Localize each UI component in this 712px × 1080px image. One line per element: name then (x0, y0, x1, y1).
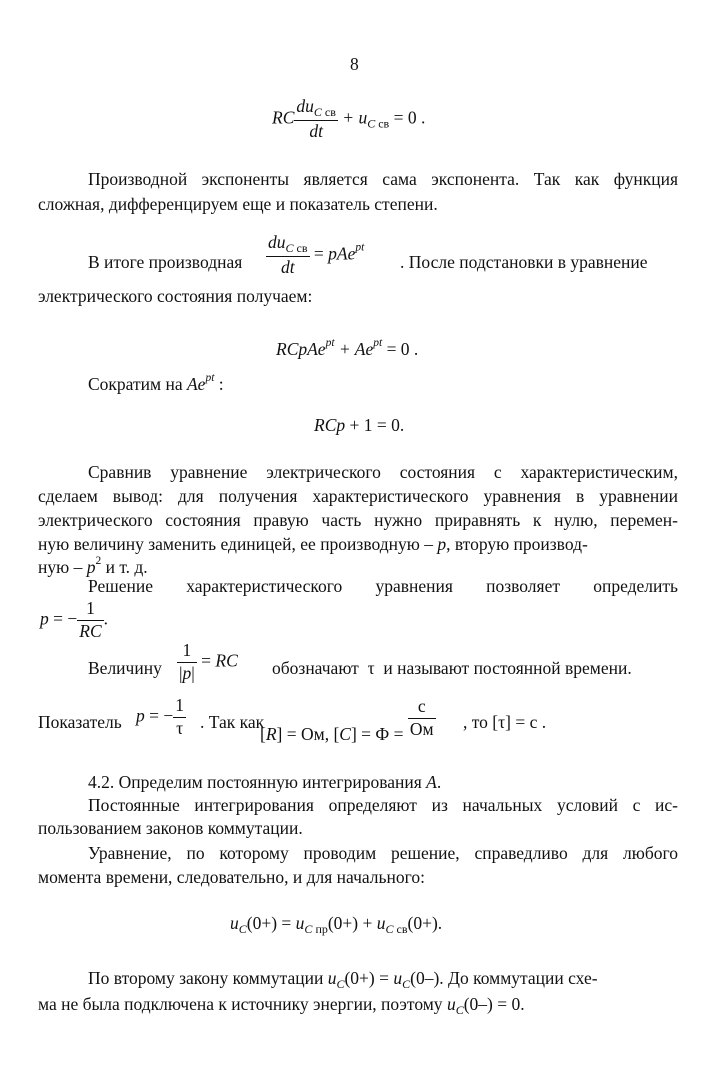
paragraph-line: . Так как (200, 712, 265, 732)
paragraph-line: Величину (88, 658, 162, 678)
paragraph-line: сделаем вывод: для получения характеристического уравнения в уравнении (38, 486, 678, 506)
equation-derivative: $\frac{du_{C св}}{dt}$ = pAe$^{pt}$ (268, 232, 365, 277)
paragraph-text: , вторую производ- (446, 534, 588, 554)
paragraph-line: ма не была подключена к источнику энергии, поэтому $u_C(0-) = 0$. (38, 994, 525, 1017)
paragraph-line: Показатель (38, 712, 122, 732)
paragraph-line: Сократим на $Ae^{pt}$ : (88, 372, 224, 394)
paragraph-line: В итоге производная (88, 252, 243, 272)
paragraph-line: Решение характеристического уравнения позволяет определить (88, 576, 678, 596)
paragraph-text: По второму закону коммутации (88, 968, 324, 988)
equation-exponent: p = − $\frac{1}{\tau}$ (136, 695, 184, 738)
paragraph-text: Сократим на (88, 374, 183, 394)
equation-time-constant: $\frac{1}{|p|}$ = RC (179, 640, 238, 683)
paragraph-line: По второму закону коммутации $u_C(0+) = u_C(0-)$. До коммутации схе- (88, 968, 598, 991)
paragraph-line: Постоянные интегрирования определяют из начальных условий с ис- (88, 795, 678, 815)
paragraph-line: сложная, дифференцируем еще и показатель степени. (38, 194, 438, 214)
equation-units: [R] = Ом, [C] = Ф = $\frac{с}{Ом}$ (260, 696, 434, 745)
paragraph-text: ную – (38, 557, 83, 577)
paragraph-line: . После подстановки в уравнение (400, 252, 648, 272)
paragraph-line: Уравнение, по которому проводим решение, справедливо для любого (88, 843, 678, 863)
section-heading-text: 4.2. Определим постоянную интегрирования (88, 772, 422, 792)
paragraph-line: Производной экспоненты является сама экспонента. Так как функция (88, 169, 678, 189)
paragraph-text: ма не была подключена к источнику энергии, поэтому (38, 994, 443, 1014)
paragraph-text: , то (463, 712, 488, 732)
paragraph-line: электрического состояния правую часть нужно приравнять к нулю, перемен- (38, 510, 678, 530)
paragraph-line: пользованием законов коммутации. (38, 818, 303, 838)
equation-substituted: RCpAe$^{pt}$ + $Ae^{pt} = 0$ . (276, 337, 419, 359)
paragraph-line: , то [τ] = с . (463, 712, 547, 732)
paragraph-text: и называют постоянной времени. (383, 658, 632, 678)
section-heading: 4.2. Определим постоянную интегрирования A. (88, 772, 442, 792)
equation-p-value: p = − $\frac{1}{RC}$ . (40, 598, 108, 641)
paragraph-line: электрического состояния получаем: (38, 286, 313, 306)
equation-characteristic: RCp + 1 = 0. (314, 415, 405, 435)
paragraph-text: . (520, 994, 525, 1014)
page-number: 8 (350, 54, 359, 74)
paragraph-text: обозначают (272, 658, 359, 678)
paragraph-text: и т. д. (105, 557, 148, 577)
paragraph-line: обозначают τ и называют постоянной времени. (272, 658, 632, 678)
paragraph-text: . До коммутации схе- (439, 968, 598, 988)
paragraph-text: ную величину заменить единицей, ее производную – (38, 534, 433, 554)
equation-initial-condition: $u_C(0+) = u_{C пр}(0+) + u_{C св}(0+)$. (230, 913, 443, 936)
equation-free-response: RC $\frac{du_{C св}}{dt}$ + $u_{C св} = 0$ . (272, 96, 426, 141)
paragraph-line: момента времени, следовательно, и для начального: (38, 867, 425, 887)
paragraph-line: ную величину заменить единицей, ее производную – p, вторую производ- (38, 534, 588, 554)
paragraph-line: ную – $p^2$ и т. д. (38, 555, 148, 577)
paragraph-line: Сравнив уравнение электрического состояния с характеристическим, (88, 462, 678, 482)
